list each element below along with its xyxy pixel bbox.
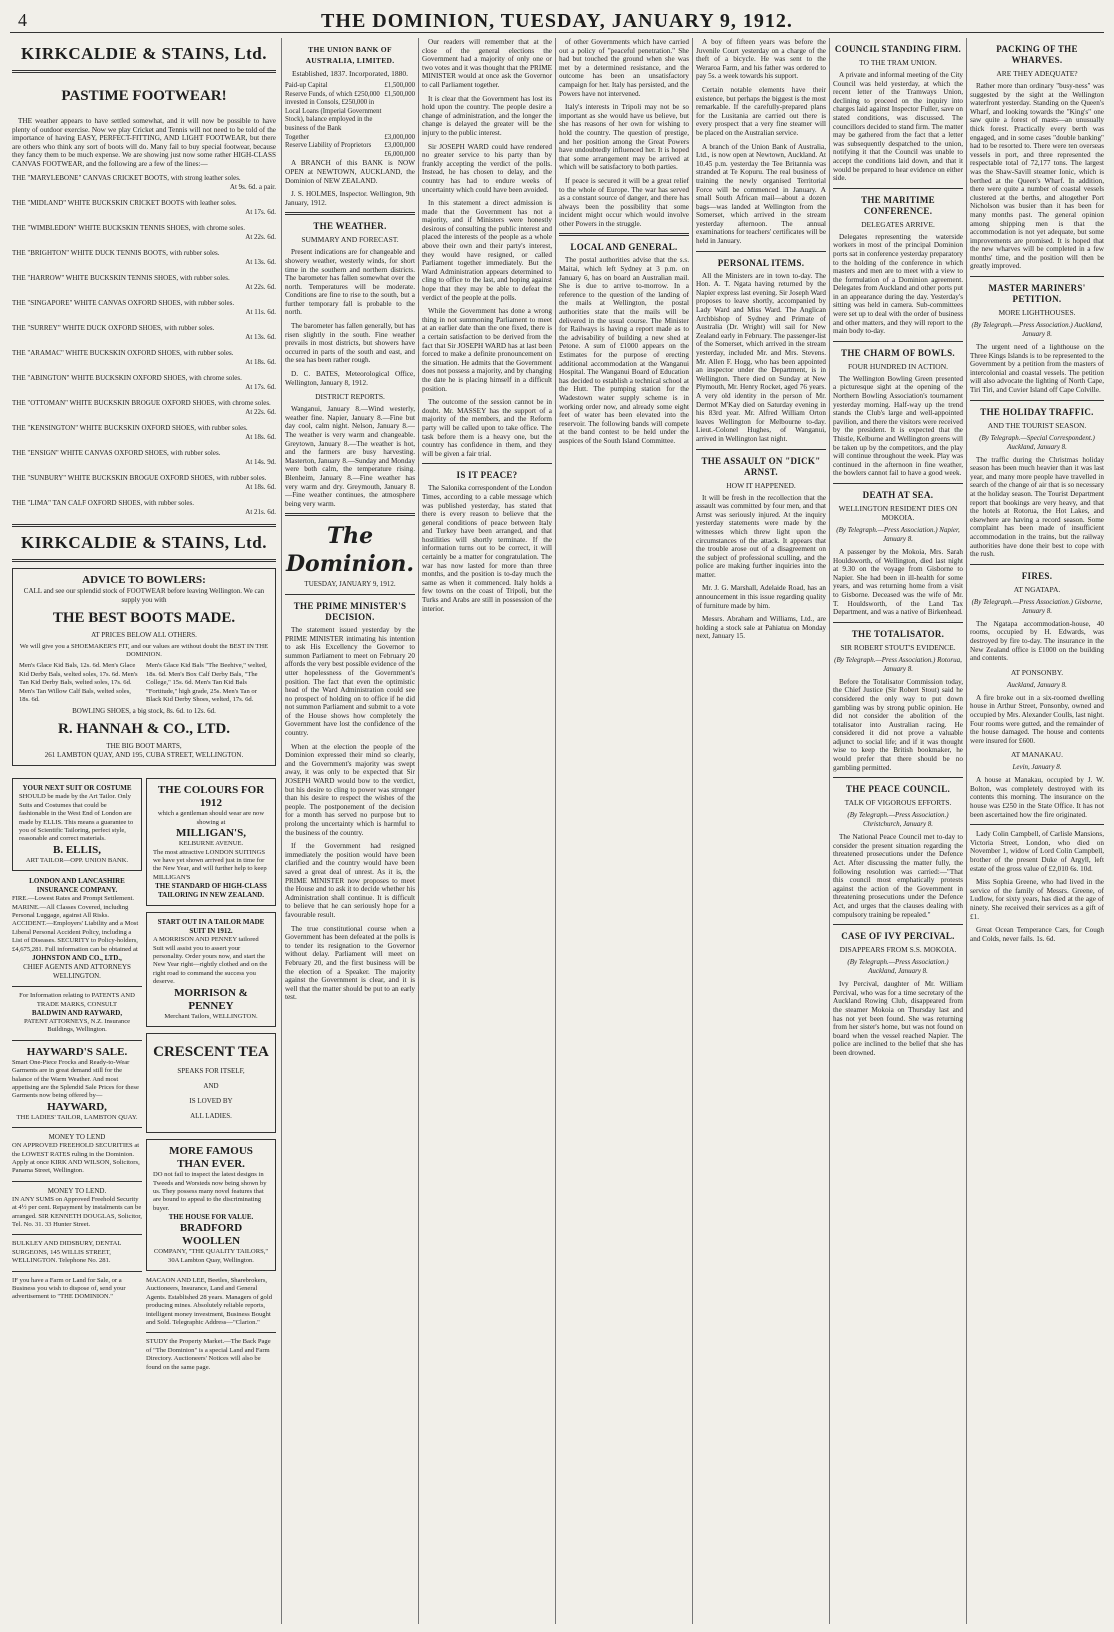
editorial-paragraph: Our readers will remember that at the close of the general elections the Government had a majority of only one or two votes and it was thought that the PRIME MINISTER would at once ask the Governor to call Parliament together. bbox=[422, 38, 552, 89]
hannah-sub: THE BIG BOOT MARTS, bbox=[106, 742, 182, 751]
column-divider bbox=[281, 38, 282, 1624]
ad-macaw: MACAON AND LEE, Beetles, Sharebrokers, Auctioneers, Insurance, Land and General Agents. Established 28 years. Managers of gold producing mines. Absolutely reliable reports, intelligent money investment, Business Bought and Sold. Telegraphic Address—"Clarion." bbox=[146, 1276, 272, 1326]
bowlers-title: ADVICE TO BOWLERS: bbox=[82, 573, 206, 586]
bowlers-subline: AT PRICES BELOW ALL OTHERS. bbox=[91, 630, 197, 639]
peace-council-heading: THE PEACE COUNCIL. bbox=[845, 784, 951, 795]
weather-body-2: The barometer has fallen generally, but has risen slightly in the south. Fine weather prevails in most districts, but showers have occurred in parts of the south and east, and the sea has been rather rough. bbox=[285, 322, 415, 365]
ivy-telegraph: (By Telegraph.—Press Association.) Auckland, January 8. bbox=[847, 958, 949, 976]
ivy-sub: DISAPPEARS FROM S.S. MOKOIA. bbox=[839, 945, 957, 955]
ellis-address: ART TAILOR—OPP. UNION BANK. bbox=[25, 856, 129, 864]
pastime-footwear-heading: PASTIME FOOTWEAR! bbox=[61, 88, 227, 104]
tea-line-1: SPEAKS FOR ITSELF, bbox=[177, 1067, 245, 1076]
editorial-paragraph: Sir JOSEPH WARD could have rendered no greater service to his party than by frankly accepting the verdict of the polls. Instead, he has chosen to delay, and the country has had to endure weeks of uncertainty which could have been avoided. bbox=[422, 142, 552, 194]
maritime-paragraph: Delegates representing the waterside workers in most of the principal Dominion ports sat in conference yesterday preparatory to the holding of the conference in which masters and men are to meet with a view to the formulation of a Dominion agreement. Delegates from Auckland and other ports put in an appearance during the day. Yesterday's sitting was held in camera. Sub-committees were set up to deal with the order of business and other matters, and they will report to the main body to-day. bbox=[833, 232, 963, 336]
pastime-intro: THE weather appears to have settled somewhat, and it will now be possible to have plenty of outdoor exercise. Now we play Cricket and Tennis will not need to be told of the importance of having EASY, PERFECT-FITTING, AND LIGHT FOOTWEAR, but there are others who think any sort of boots will do. Many fail to buy special footwear, because they fancy them to be much expense. We are showing just now some rather HIGH-CLASS CANVAS FOOTWEAR, and the following are a few of the lines:— bbox=[12, 117, 276, 168]
patents-head: For Information relating to PATENTS AND TRADE MARKS, CONSULT bbox=[19, 992, 135, 1008]
shoe-item: THE "OTTOMAN" WHITE BUCKSKIN BROGUE OXFORD SHOES, with chrome soles. At 22s. 6d. bbox=[12, 398, 276, 416]
column-wharves-fires bbox=[970, 38, 1104, 1624]
holiday-paragraph: The traffic during the Christmas holiday season has been much heavier than it was last year, and many more people have travelled in search of the change of air that is so necessary at the holiday season. The Tourist Department report that bookings are very heavy, and that the hotels at Rotorua, the Hot Lakes, and elsewhere are having a record season. Some complaint has been made of insufficient accommodation in the trains, but the railway authorities have done their best to cope with the rush. bbox=[970, 455, 1104, 559]
insurance-head: LONDON AND LANCASHIRE INSURANCE COMPANY. bbox=[29, 877, 125, 895]
death-sub: WELLINGTON RESIDENT DIES ON MOKOIA. bbox=[838, 503, 958, 522]
colours-name: MILLIGAN'S, bbox=[176, 827, 246, 840]
ad-crescent-tea bbox=[146, 1033, 276, 1133]
editorial-paragraph: In this statement a direct admission is made that the Government has not a majority, and if Ministers were honestly desirous of consulting the public interest and placed the interests of the people as a whole above their own and their party's interest, they would have resigned, or called Parliament together immediately. But the Ward Administration appears determined to cling to office to the last, and hoping against hope that they may be able to defeat the verdict of the people at the polls. bbox=[422, 199, 552, 302]
totalisator-sub: SIR ROBERT STOUT'S EVIDENCE. bbox=[840, 642, 956, 652]
hannah-firm: R. HANNAH & CO., LTD. bbox=[58, 721, 230, 738]
mariners-paragraph: The urgent need of a lighthouse on the Three Kings Islands is to be represented to the Government by a petition from the masters of intercolonial and coastal vessels. The petition will also advocate the lighting of North Cape, Tiri Tiri, and Cuvier Island off Cape Colville. bbox=[970, 343, 1104, 395]
bank-branch: A BRANCH of this BANK is NOW OPEN at NEWTOWN, AUCKLAND, the Dominion of NEW ZEALAND. bbox=[285, 159, 415, 185]
ivy-heading: CASE OF IVY PERCIVAL. bbox=[841, 931, 955, 942]
kirkcaldie-footer: KIRKCALDIE & STAINS, Ltd. bbox=[21, 532, 267, 552]
famous-body: DO not fail to inspect the latest designs in Tweeds and Worsteds now being shown by us. They possess many novel features that are bound to appeal to the discriminating buyer. bbox=[153, 1171, 267, 1212]
shoe-item: THE "WIMBLEDON" WHITE BUCKSKIN TENNIS SHOES, with chrome soles. At 22s. 6d. bbox=[12, 223, 276, 241]
fire-ngatapa-paragraph: The Ngatapa accommodation-house, 40 rooms, occupied by H. Edwards, was destroyed by fire to-day. The insurance in the New Zealand office is £1000 on the building and contents. bbox=[970, 619, 1104, 663]
ellis-name: B. ELLIS, bbox=[53, 843, 101, 856]
peace-paragraph: The Salonika correspondent of the London Times, according to a cable message which was published yesterday, has stated that there is every reason to believe that the general conditions of peace between Italy and Turkey have been arranged, and that hostilities will shortly terminate. If the information turns out to be correct, it will certainly be a matter for congratulation. The war has now lasted for more than three months, and the position is to-day much the same as when it commenced. Italy holds a few towns on the coast of Tripoli, but the Turks and Arabs are still in possession of the interior. bbox=[422, 484, 552, 613]
shoe-list bbox=[12, 174, 276, 517]
colours-title: THE COLOURS FOR 1912 bbox=[157, 784, 265, 810]
assault-paragraph: It will be fresh in the recollection that the assault was committed by four men, and that Arnst was seriously injured. At the inquiry yesterday statements were made by the witnesses which threw light upon the circumstances of the attack. It appears that the trouble arose out of a disagreement on the subject of professional sculling, and the police are making further inquiries into the matter. bbox=[696, 493, 826, 579]
mariners-sub: MORE LIGHTHOUSES. bbox=[998, 308, 1076, 318]
holiday-telegraph: (By Telegraph.—Special Correspondent.) Auckland, January 8. bbox=[979, 433, 1095, 451]
column-divider bbox=[418, 38, 419, 1624]
bowlers-list-right: Men's Glace Kid Bals "The Beehive," welted, 18s. 6d. Men's Box Calf Derby Bals, "The College," 15s. 6d. Men's Tan Kid Bals "Fortitude," high grade, 25s. Men's Tan or Black Kid Derby Shoes, welted, 17s. 6d. bbox=[146, 662, 267, 703]
column-bank-weather-editorial bbox=[285, 38, 415, 1624]
tea-line-3: IS LOVED BY bbox=[189, 1097, 233, 1106]
assault-heading: THE ASSAULT ON "DICK" ARNST. bbox=[701, 455, 821, 477]
local-paragraph: Certain notable elements have their existence, but perhaps the biggest is the most remarkable. If the carefully-prepared plans for the Lusitania are carried out there is every prospect that a very fine steamer will be placed on the Australian service. bbox=[696, 85, 826, 137]
famous-title: MORE FAMOUS THAN EVER. bbox=[169, 1145, 253, 1171]
totalisator-heading: THE TOTALISATOR. bbox=[851, 628, 945, 639]
table-row: Reserve Funds, of which £250,000 invested in Consols, £250,000 in Local Loans (Imperial Government Stock), balance employed in the business of the Bank £1,500,000 bbox=[285, 90, 415, 132]
holiday-heading: THE HOLIDAY TRAFFIC. bbox=[980, 406, 1094, 417]
colours-body-3: THE STANDARD OF HIGH-CLASS TAILORING IN NEW ZEALAND. bbox=[155, 882, 267, 900]
council-sub: TO THE TRAM UNION. bbox=[859, 58, 937, 67]
editorial-paragraph: When at the election the people of the Dominion expressed their mind so clearly, and the Government's majority was swept away, it was only to be expected that Sir JOSEPH WARD would bow to the verdict, but his desire to cling to power was stronger than his desire to respect the wishes of the people. The postponement of the decision for a month has served no purpose but to prolong the uncertainty which is harmful to the business of the country. bbox=[285, 742, 415, 837]
editorial-paragraph: The true constitutional course when a Government has been defeated at the polls is to tender its resignation to the Governor without delay. Parliament will meet on February 20, and the first business will be the election of a Speaker. The majority against the Government is clear, and it is well that the matter should be put to an early test. bbox=[285, 924, 415, 1002]
fire-manakau-telegraph: Levin, January 8. bbox=[1012, 763, 1062, 772]
editorial-paragraph: It is clear that the Government has lost its hold upon the country. The people desire a change of administration, and the longer the change is delayed the greater will be the injury to the public interest. bbox=[422, 94, 552, 137]
weather-title: THE WEATHER. bbox=[313, 221, 387, 232]
wharves-sub: ARE THEY ADEQUATE? bbox=[996, 69, 1078, 78]
personal-items-paragraph: All the Ministers are in town to-day. The Hon. A. T. Ngata having returned by the Napier express last evening. Sir Joseph Ward proposes to leave shortly, accompanied by Lady Ward and Miss Ward. The Anglican Archbishop of Sydney and Primate of Australia (Dr. Wright) will sail for New Zealand early in February. The passenger-list of the Somerset, which arrived in the stream yesterday, included Mr. and Mrs. Stevens. Mr. Allen F. Hogg, who has been appointed an inspector under the Department, is in Wellington. There died on Sunday at New Plymouth, Mr. Henry Rocket, aged 76 years. A very old identity in the person of Mr. Dermot M'Kay died on Saturday evening in his 83rd year. Mr. Alfred William Orton leaves Wellington for Melbourne to-day. Lieut.-Colonel Hughes, of Wanganui, arrived in Wellington last night. bbox=[696, 271, 826, 443]
local-paragraph: A branch of the Union Bank of Australia, Ltd., is now open at Newtown, Auckland. At 10.45 p.m. yesterday the Tee Britannia was stranded at Te Kopuru. The real business of training the newly organised Territorial Force will be commenced in January. A small South African mail—about a dozen bags—was landed at Wellington from the Somerset, which arrived in the stream yesterday afternoon. The annual examinations for teachers' certificates will be held in January. bbox=[696, 142, 826, 246]
page-number: 4 bbox=[18, 10, 27, 30]
bowlers-body: CALL and see our splendid stock of FOOTWEAR before leaving Wellington. We can supply you with bbox=[23, 586, 265, 604]
death-heading: DEATH AT SEA. bbox=[862, 489, 934, 500]
morrison-head: START OUT IN A TAILOR MADE SUIT IN 1912. bbox=[157, 918, 265, 936]
ellis-head: YOUR NEXT SUIT OR COSTUME bbox=[22, 784, 132, 793]
maritime-heading: THE MARITIME CONFERENCE. bbox=[861, 194, 935, 216]
ellis-body: SHOULD be made by the Art Tailor. Only Suits and Costumes that could be fashionable in the West End of London are made by ELLIS. This means a guarantee to you of Scientific Tailoring, perfect style, reasonable and correct materials. bbox=[19, 793, 134, 843]
masthead-title: THE DOMINION, TUESDAY, JANUARY 9, 1912. bbox=[321, 10, 793, 32]
insurance-agents-2: CHIEF AGENTS AND ATTORNEYS WELLINGTON. bbox=[23, 963, 131, 981]
shoe-item: THE "ARAMAC" WHITE BUCKSKIN OXFORD SHOES, with rubber soles. At 18s. 6d. bbox=[12, 348, 276, 366]
column-peace-local bbox=[559, 38, 689, 1624]
hayward-head: HAYWARD'S SALE. bbox=[26, 1045, 128, 1058]
table-row: Paid-up Capital £1,500,000 bbox=[285, 82, 415, 89]
money1-body: ON APPROVED FREEHOLD SECURITIES at the LOWEST RATES ruling in the Dominion. Apply at once KIRK AND WILSON, Solicitors, Panama Street, Wellington. bbox=[12, 1142, 140, 1175]
money2-head: MONEY TO LEND. bbox=[47, 1186, 107, 1195]
fire-ponsonby-telegraph: Auckland, January 8. bbox=[1007, 680, 1067, 689]
table-row: Reserve Liability of Proprietors £3,000,000 bbox=[285, 142, 415, 150]
morrison-sub: Merchant Tailors, WELLINGTON. bbox=[164, 1012, 258, 1020]
tea-line-2: AND bbox=[203, 1082, 219, 1091]
morrison-name: MORRISON & PENNEY bbox=[174, 986, 248, 1012]
editorial-date: TUESDAY, JANUARY 9, 1912. bbox=[304, 580, 396, 589]
bank-capital-table bbox=[285, 82, 415, 159]
peace-council-telegraph: (By Telegraph.—Press Association.) Christchurch, January 8. bbox=[847, 811, 949, 829]
shoe-item: THE "BRIGHTON" WHITE DUCK TENNIS BOOTS, with rubber soles. At 13s. 6d. bbox=[12, 248, 276, 266]
death-telegraph: (By Telegraph.—Press Association.) Napier, January 8. bbox=[836, 525, 960, 543]
ad-hayward bbox=[12, 1046, 142, 1122]
fire-manakau-heading: AT MANAKAU. bbox=[1011, 750, 1063, 760]
editorial-paragraph: While the Government has done a wrong thing in not summoning Parliament to meet at an earlier date than the one fixed, there is a certain satisfaction to be derived from the fact that Sir JOSEPH WARD has at last been forced to make a definite pronouncement on the situation. He admits that the Government does not possess a majority, and by changing the date he is placing himself in a difficult position. bbox=[422, 307, 552, 393]
wharves-heading: PACKING OF THE WHARVES. bbox=[996, 44, 1078, 65]
ad-london-lancashire bbox=[12, 877, 142, 981]
peace-heading: IS IT PEACE? bbox=[456, 470, 518, 481]
weather-body: Present indications are for changeable and showery weather, westerly winds, for short time in the southern and northern districts. The barometer has fallen somewhat over the north. Temperatures will be moderate. Conditions are fine to rise to the south, but a further temporary fall is probable to the north. bbox=[285, 248, 415, 317]
shoe-item: THE "SURREY" WHITE DUCK OXFORD SHOES, with rubber soles. At 13s. 6d. bbox=[12, 323, 276, 341]
morrison-body: A MORRISON AND PENNEY tailored Suit will assist you to assert your personality. Order yours now, and start the New Year right—rightly clothed and on the right road to command the success you deserve. bbox=[153, 936, 268, 986]
peace-paragraph: Italy's interests in Tripoli may not be so important as she would have us believe, but she has reasons of her own for wishing to hold the country. The question of prestige, and her position among the Great Powers have undoubtedly influenced her. It is hoped that some arrangement may be arrived at which will be satisfactory to both parties. bbox=[559, 103, 689, 172]
kirkcaldie-title: KIRKCALDIE & STAINS, Ltd. bbox=[21, 44, 267, 63]
insurance-body: FIRE.—Lowest Rates and Prompt Settlement. MARINE.—All Classes Covered, including Personal Luggage, against All Risks. ACCIDENT.—Employers' Liability and a Most Liberal Personal Accident Policy, including a List of Diseases. SECURITY to Policy-holders, £4,675,281. Full information can be obtained at bbox=[12, 895, 139, 953]
fire-ponsonby-heading: AT PONSONBY. bbox=[1010, 667, 1064, 677]
famous-sub: COMPANY, "THE QUALITY TAILORS," 30A Lambton Quay, Wellington. bbox=[153, 1248, 269, 1264]
ad-money-lend-2 bbox=[12, 1187, 142, 1230]
shoe-item: THE "SUNBURY" WHITE BUCKSKIN BROGUE OXFORD SHOES, with rubber soles. At 18s. 6d. bbox=[12, 473, 276, 491]
bowls-paragraph: The Wellington Bowling Green presented a picturesque sight at the opening of the Northern Bowling Association's tournament yesterday morning. Half-way up the trend stands the Club's large and well-appointed pavilion, and there the visitors were received by the president. It is expected that the Thistle, Kelburne and Wellington greens will be taken up by the competitors, and the play will continue throughout the week. Play was continued in the afternoon in fine weather, the bowlers cannot fail to have a good week. bbox=[833, 374, 963, 478]
peace-paragraph: If peace is secured it will be a great relief to the whole of Europe. The war has served as a constant source of danger, and there has always been the possibility that some incident might occur which would involve other Powers in the struggle. bbox=[559, 176, 689, 228]
tea-line-4: ALL LADIES. bbox=[190, 1112, 232, 1121]
colours-body: which a gentleman should wear are now showing at bbox=[157, 810, 265, 826]
bowls-sub: FOUR HUNDRED IN ACTION. bbox=[847, 361, 948, 371]
news-paragraph: Great Ocean Temperance Cars, for Cough and Colds, never fails. 1s. 6d. bbox=[970, 926, 1104, 943]
fire-ngatapa-heading: AT NGATAPA. bbox=[1013, 584, 1061, 594]
ad-bulkley: BULKLEY AND DIDSBURY, DENTAL SURGEONS, 145 WILLIS STREET, WELLINGTON. Telephone No. 281. bbox=[12, 1240, 122, 1265]
bowlers-note: We will give you a SHOEMAKER'S FIT, and our values are without doubt the BEST IN THE DOMINION. bbox=[19, 642, 269, 658]
column-editorial-cont bbox=[422, 38, 552, 1624]
editorial-paragraph: The statement issued yesterday by the PRIME MINISTER intimating his intention to ask His Excellency the Governor to summon Parliament to meet on February 20 affords the very best possible evidence of the utter hopelessness of the Government's position. The fact that even the optimistic head of the Ward Administration could see no prospect of holding on to office if he did not summon Parliament and submit to a vote of the House shows how completely the Government have lost the confidence of the country. bbox=[285, 625, 415, 738]
wharves-paragraph: Rather more than ordinary "busy-ness" was suggested by the sight at the Wellington waterfront yesterday. Standing on the Queen's Wharf, and looking towards the "King's" one saw quite a forest of masts—an unusually thick forest. Practically every berth was engaged, and in some cases "double banking" had to be resorted to. There were ten overseas vessels in port, and three represented the respectable total of 72,177 tons. The largest was the Shaw-Savill steamer Ionic, which is berthed at the Queen's Wharf. In addition, there were quite a number of coastal vessels clustered at the berths, and altogether Port Nicholson was busier than it has been for many months past. The general opinion among shipping men is that the accommodation is not yet adequate, but some improvements are promised. It is hoped that the new wharves will be completed in a few months' time, and the position will then be greatly improved. bbox=[970, 82, 1104, 271]
editorial-paragraph: The outcome of the session cannot be in doubt. Mr. MASSEY has the support of a majority of the members, and the Reform party will be called upon to take office. The task before them is a heavy one, but the country has confidence in them, and they will be given a fair trial. bbox=[422, 398, 552, 458]
famous-name: BRADFORD WOOLLEN bbox=[179, 1222, 243, 1248]
ad-patents bbox=[12, 992, 142, 1035]
council-paragraph: A private and informal meeting of the City Council was held yesterday, at which the recent letter of the Tramways Union, declining to proceed on the inquiry into charges laid against Inspector Fuller, save on stated conditions, was discussed. The councillors decided to stand firm. The matter may be gathered from the fact that a letter was subsequently despatched to the union, notifying it that the Council was unable to accept the conditions laid down, and that it would be prepared to hear evidence on either side. bbox=[833, 71, 963, 183]
peace-council-sub: TALK OF VIGOROUS EFFORTS. bbox=[844, 798, 952, 808]
ad-ellis bbox=[12, 778, 142, 871]
ad-study-property: STUDY the Property Market.—The Back Page of "The Dominion" is a special Land and Farm Directory. Auctioneers' Notices will also be found on the same page. bbox=[146, 1338, 271, 1371]
bowls-heading: THE CHARM OF BOWLS. bbox=[841, 347, 955, 358]
news-paragraph: Miss Sophia Greene, who had lived in the service of the family of Messrs. Greene, of Ludlow, for sixty years, has died at the age of ninety. She received their services as a gift of £1. bbox=[970, 878, 1104, 921]
weather-sign: D. C. BATES, Meteorological Office, Wellington, January 8, 1912. bbox=[285, 370, 415, 387]
insurance-agents: JOHNSTON AND CO., LTD., bbox=[32, 954, 122, 963]
column-divider bbox=[966, 38, 967, 1624]
peace-council-paragraph: The National Peace Council met to-day to consider the present situation regarding the threatened prosecutions under the Defence Act. After discussing the matter fully, the following resolution was carried:—"That this council most emphatically protests against the action of the Government in threatening prosecutions under the Defence Act, and urges that the clauses dealing with compulsory training be repealed." bbox=[833, 833, 963, 919]
peace-paragraph: of other Governments which have carried out a policy of "peaceful penetration." She had but touched the ground when she was met by a determined resistance, and the outcome has been an unsatisfactory campaign for her. Italy has persisted, and the Powers have not intervened. bbox=[559, 38, 689, 98]
totalisator-telegraph: (By Telegraph.—Press Association.) Rotorua, January 8. bbox=[834, 655, 962, 673]
assault-sub: HOW IT HAPPENED. bbox=[726, 480, 796, 490]
holiday-sub: AND THE TOURIST SEASON. bbox=[987, 420, 1087, 430]
bank-sign: J. S. HOLMES, Inspector. Wellington, 9th January, 1912. bbox=[285, 190, 415, 207]
famous-house: THE HOUSE FOR VALUE. bbox=[168, 1213, 254, 1222]
column-divider bbox=[829, 38, 830, 1624]
shoe-item: THE "KENSINGTON" WHITE BUCKSKIN OXFORD SHOES, with rubber soles. At 18s. 6d. bbox=[12, 423, 276, 441]
local-general-heading: LOCAL AND GENERAL. bbox=[570, 242, 678, 253]
editorial-paragraph: If the Government had resigned immediately the position would have been clarified and the country would have been saved a great deal of unrest. As it is, the PRIME MINISTER now proposes to meet the House and to ask it to decide whether his Administration shall continue. It is difficult to believe that he can seriously hope for a favourable result. bbox=[285, 842, 415, 919]
shoe-item: THE "ENSIGN" WHITE CANVAS OXFORD SHOES, with rubber soles. At 14s. 9d. bbox=[12, 448, 276, 466]
local-paragraph: A boy of fifteen years was before the Juvenile Court yesterday on a charge of the theft of a bicycle. He was sent to the Weraroa Farm, and his father was ordered to pay 5s. a week towards his support. bbox=[696, 38, 826, 81]
local-general-paragraph: The postal authorities advise that the s.s. Maitai, which left Sydney at 3 p.m. on January 6, has on board an Australian mail. She is due to arrive to-morrow. In a reference to the question of the landing of the mails at Wellington, the postal authorities state that the mails will be delivered in the usual course. The Minister for Railways is having a report made as to the advisability of building a new shed at Petone. A sum of £1000 appears on the Estimates for the purpose of erecting additional accommodation at the Wanganui Hospital. The Wanganui Board of Education has decided to establish a technical school at the Hutt. The pumping station for the Wadestown water supply scheme is in working order now, and already some eight feet of water has been elevated into the reservoir. The following bands will compete at the band contest to be held under the auspices of the South Island Committee. bbox=[559, 256, 689, 445]
ad-bradford-woollen bbox=[146, 1139, 276, 1271]
bank-established: Established, 1837. Incorporated, 1880. bbox=[291, 69, 408, 78]
maritime-sub: DELEGATES ARRIVE. bbox=[861, 219, 935, 229]
hayward-sub: THE LADIES' TAILOR, LAMBTON QUAY. bbox=[16, 1113, 138, 1121]
ivy-paragraph: Ivy Percival, daughter of Mr. William Percival, who was for a time secretary of the Auckland Rowing Club, disappeared from the steamer Mokoia on Thursday last and has not yet been found. She was returning from her sister's home, but was not found on board when the vessel reached Napier. The police are inclined to the belief that she has been drowned. bbox=[833, 980, 963, 1057]
shoe-item: THE "HARROW" WHITE BUCKSKIN TENNIS SHOES, with rubber soles. At 22s. 6d. bbox=[12, 273, 276, 291]
fire-manakau-paragraph: A house at Manakau, occupied by J. W. Bolton, was completely destroyed with its contents this morning. The insurance on the house was £250 in the State Office. It has not been ascertained how the fire originated. bbox=[970, 776, 1104, 819]
table-row: £6,000,000 bbox=[384, 150, 415, 158]
money2-body: IN ANY SUMS on Approved Freehold Security at 4½ per cent. Repayment by instalments can be arranged. SIR KENNETH DOUGLAS, Solicitor, Tel. No. 31. 33 Hunter Street. bbox=[12, 1195, 142, 1228]
the-dominion-nameplate: The Dominion. bbox=[285, 523, 415, 578]
colours-sub: KELBURNE AVENUE. bbox=[178, 840, 244, 848]
money1-head: MONEY TO LEND bbox=[48, 1133, 106, 1142]
patents-firm: BALDWIN AND RAYWARD, bbox=[31, 1008, 123, 1017]
ad-milligans bbox=[146, 778, 276, 906]
tea-title: CRESCENT TEA bbox=[153, 1044, 269, 1061]
ad-morrison-penney bbox=[146, 912, 276, 1027]
shoe-item: THE "LIMA" TAN CALF OXFORD SHOES, with rubber soles. At 21s. 6d. bbox=[12, 498, 276, 516]
shoe-item: THE "MIDLAND" WHITE BUCKSKIN CRICKET BOOTS with leather soles. At 17s. 6d. bbox=[12, 198, 276, 216]
bank-title: THE UNION BANK OF AUSTRALIA, LIMITED. bbox=[305, 45, 395, 65]
fires-heading: FIRES. bbox=[1021, 570, 1053, 581]
column-divider bbox=[692, 38, 693, 1624]
district-reports: Wanganui, January 8.—Wind westerly, weather fine. Napier, January 8.—Fine but day cool, calm night. Nelson, January 8.—The weather is very warm and changeable. Greytown, January 8.—The weather is hot, and the farmers are busy harvesting. Masterton, January 8.—Sunday and Monday were both calm, the temperature rising. Blenheim, January 8.—Fine weather has very warm and dry. Greymouth, January 8.—Fine weather continues, the atmosphere being very warm. bbox=[285, 405, 415, 508]
colours-body-2: The most attractive LONDON SUITINGS we have yet shown arrived just in time for the New Year, and will further help to keep MILLIGAN'S bbox=[153, 848, 267, 881]
fire-ponsonby-paragraph: A fire broke out in a six-roomed dwelling house in Arthur Street, Ponsonby, owned and occupied by Mrs. Alexander Coulls, last night. Four rooms were gutted, and the remainder of the house damaged. The house and contents were insured for £600. bbox=[970, 693, 1104, 745]
fire-ngatapa-telegraph: (By Telegraph.—Press Association.) Gisborne, January 8. bbox=[971, 597, 1103, 615]
hayward-body: Smart One-Piece Frocks and Ready-to-Wear Garments are in great demand still for the balance of the Warm Weather. And most appetising are the Splendid Sale Prices for these Garments now being offered by— bbox=[12, 1058, 139, 1100]
stock-sale-note: Messrs. Abraham and Williams, Ltd., are holding a stock sale at Pahiatua on Monday next, January 15. bbox=[696, 615, 826, 641]
ad-money-lend-1 bbox=[12, 1133, 142, 1176]
column-council-news bbox=[833, 38, 963, 1624]
shoe-item: THE "SINGAPORE" WHITE CANVAS OXFORD SHOES, with rubber soles. At 11s. 6d. bbox=[12, 298, 276, 316]
hannah-address: 261 LAMBTON QUAY, AND 195, CUBA STREET, WELLINGTON. bbox=[44, 751, 244, 760]
column-divider bbox=[555, 38, 556, 1624]
table-row: Together £3,000,000 bbox=[285, 133, 415, 141]
bowling-shoes: BOWLING SHOES, a big stock, 8s. 6d. to 12s. 6d. bbox=[72, 707, 216, 716]
personal-items-heading: PERSONAL ITEMS. bbox=[717, 257, 805, 268]
weather-sub: SUMMARY AND FORECAST. bbox=[301, 235, 399, 245]
mariners-telegraph: (By Telegraph.—Press Association.) Auckland, January 8. bbox=[971, 321, 1103, 339]
editorial-heading: THE PRIME MINISTER'S DECISION. bbox=[293, 600, 407, 622]
bowlers-headline: THE BEST BOOTS MADE. bbox=[52, 609, 236, 626]
column-ads-kirkcaldie bbox=[12, 38, 276, 1624]
council-heading: COUNCIL STANDING FIRM. bbox=[834, 44, 962, 54]
totalisator-paragraph: Before the Totalisator Commission today, the Chief Justice (Sir Robert Stout) said he considered the only way to put down gambling was by strong public opinion. He did not consider the abolition of the totalisator into Australian racing. He considered it did not prove a valuable adjunct to social life; and if it was thought wise to keep the British bookmaker, he would prefer that there should be no gambling permitted. bbox=[833, 677, 963, 772]
district-head: DISTRICT REPORTS. bbox=[315, 392, 385, 402]
patents-sub: PATENT ATTORNEYS, N.Z. Insurance Buildings, Wellington. bbox=[23, 1017, 131, 1034]
masthead bbox=[10, 10, 1104, 33]
shoe-item: THE "ABINGTON" WHITE BUCKSKIN OXFORD SHOES, with chrome soles. At 17s. 6d. bbox=[12, 373, 276, 391]
mariners-heading: MASTER MARINERS' PETITION. bbox=[988, 283, 1086, 305]
hayward-name: HAYWARD, bbox=[47, 1100, 107, 1113]
death-paragraph: A passenger by the Mokoia, Mrs. Sarah Houldsworth, of Wellington, died last night at 9.30 on the voyage from Gisborne to Napier. She had been in ill-health for some years, and was returning home from a visit to Gisborne. Deceased was the wife of Mr. T. Houldsworth, of the Land Tax Department, and was a native of Birkenhead. bbox=[833, 547, 963, 617]
ad-notice-farm: IF you have a Farm or Land for Sale, or a Business you wish to dispose of, send your advertisement to "THE DOMINION." bbox=[12, 1276, 126, 1301]
column-personal-items bbox=[696, 38, 826, 1624]
bowlers-list-left: Men's Glace Kid Bals, 12s. 6d. Men's Glace Kid Derby Bals, welted soles, 17s. 6d. Men's Tan Kid Derby Bals, welted soles, 17s. 6d. Men's Tan Willow Calf Bals, welted soles, 18s. 6d. bbox=[19, 662, 138, 703]
ad-advice-to-bowlers bbox=[12, 568, 276, 767]
furniture-note: Mr. J. G. Marshall, Adelaide Road, has an announcement in this issue regarding quality of furniture made by him. bbox=[696, 584, 826, 610]
shoe-item: THE "MARYLEBONE" CANVAS CRICKET BOOTS, with strong leather soles. At 9s. 6d. a pair. bbox=[12, 173, 276, 191]
news-paragraph: Lady Colin Campbell, of Carlisle Mansions, Victoria Street, London, who died on November 1, widow of Lord Colin Campbell, brother of the present Duke of Argyll, left estate of the gross value of £2,010 6s. 10d. bbox=[970, 830, 1104, 873]
